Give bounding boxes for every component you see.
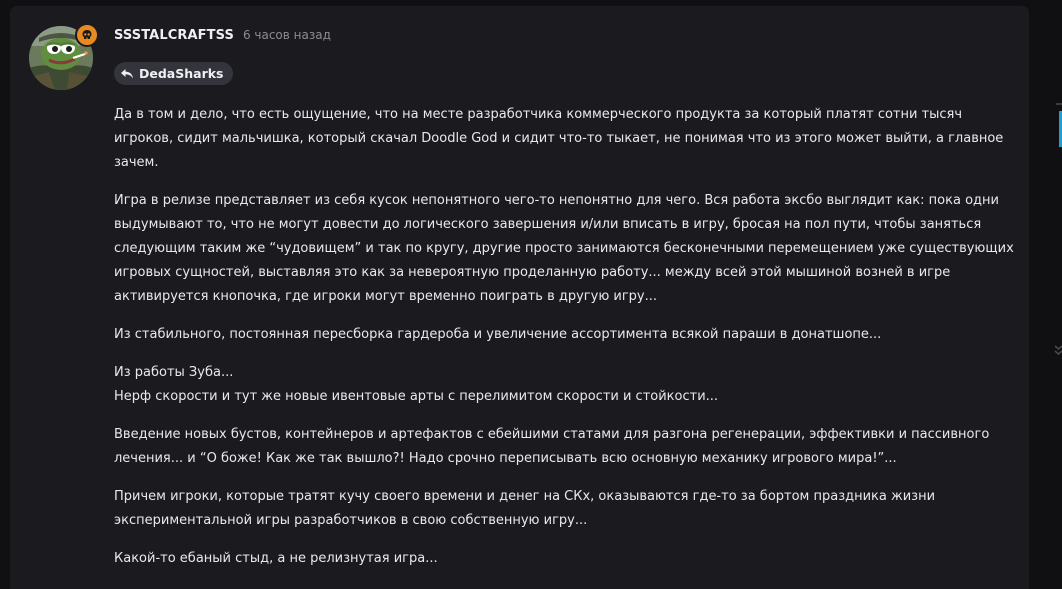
comment-line: Да в том и дело, что есть ощущение, что на месте разработчика коммерческого продукта за который платят сотни тысяч игроков, сидит мальчишка, который скачал Doodle God и сидит что-то тыкает, не понимая что из этого может выйти, а главное зачем.	[114, 107, 1004, 170]
author-row	[114, 28, 331, 43]
comment-paragraph	[114, 547, 1019, 571]
comment-paragraph	[114, 361, 1019, 409]
reply-to-username: DedaSharks	[139, 66, 224, 81]
comment-line: Какой-то ебаный стыд, а не релизнутая игра...	[114, 551, 438, 566]
reply-to-chip[interactable]	[114, 62, 233, 85]
skull-badge-icon	[75, 23, 99, 47]
comment-line: Причем игроки, которые тратят кучу своего времени и денег на СКх, оказываются где-то за бортом праздника жизни экспериментальной игры разработчиков в свою собственную игру...	[114, 489, 936, 528]
comment-paragraph	[114, 485, 1019, 533]
comment-line: Нерф скорости и тут же новые ивентовые арты с перелимитом скорости и стойкости...	[114, 389, 719, 404]
comment-card	[10, 6, 1029, 589]
author-name[interactable]: SSSTALCRAFTSS	[114, 28, 234, 43]
comment-paragraph	[114, 189, 1019, 309]
comment-line: Введение новых бустов, контейнеров и артефактов с ебейшими статами для разгона регенерации, эффективки и пассивного лечения... и “О боже! Как же так вышло?! Надо срочно переписывать всю основную механику игрового мира!”...	[114, 427, 990, 466]
rail-divider	[1056, 103, 1062, 105]
reply-arrow-icon	[120, 68, 134, 80]
comment-line: Из стабильного, постоянная пересборка гардероба и увеличение ассортимента всякой параши в донатшопе...	[114, 327, 882, 342]
author-avatar-wrap[interactable]	[29, 26, 95, 92]
chevron-down-icon[interactable]	[1054, 344, 1062, 358]
comment-body	[114, 103, 1019, 585]
post-timestamp[interactable]: 6 часов назад	[242, 28, 331, 42]
right-rail	[1040, 0, 1062, 589]
comment-paragraph	[114, 423, 1019, 471]
comment-paragraph	[114, 323, 1019, 347]
comment-paragraph	[114, 103, 1019, 175]
comment-line: Игра в релизе представляет из себя кусок непонятного чего-то непонятно для чего. Вся работа эксбо выглядит как: пока одни выдумывают то, что не могут довести до логического завершения и/или вписать в игру, бросая на пол пути, чтобы заняться следующим таким же “чудовищем” и так по кругу, другие просто занимаются бесконечными перемещением уже существующих игровых сущностей, выставляя это как за невероятную проделанную работу... между всей этой мышиной возней в игре активируется кнопочка, где игроки могут временно поиграть в другую игру...	[114, 193, 1014, 304]
comment-line: Из работы Зуба...	[114, 365, 234, 380]
